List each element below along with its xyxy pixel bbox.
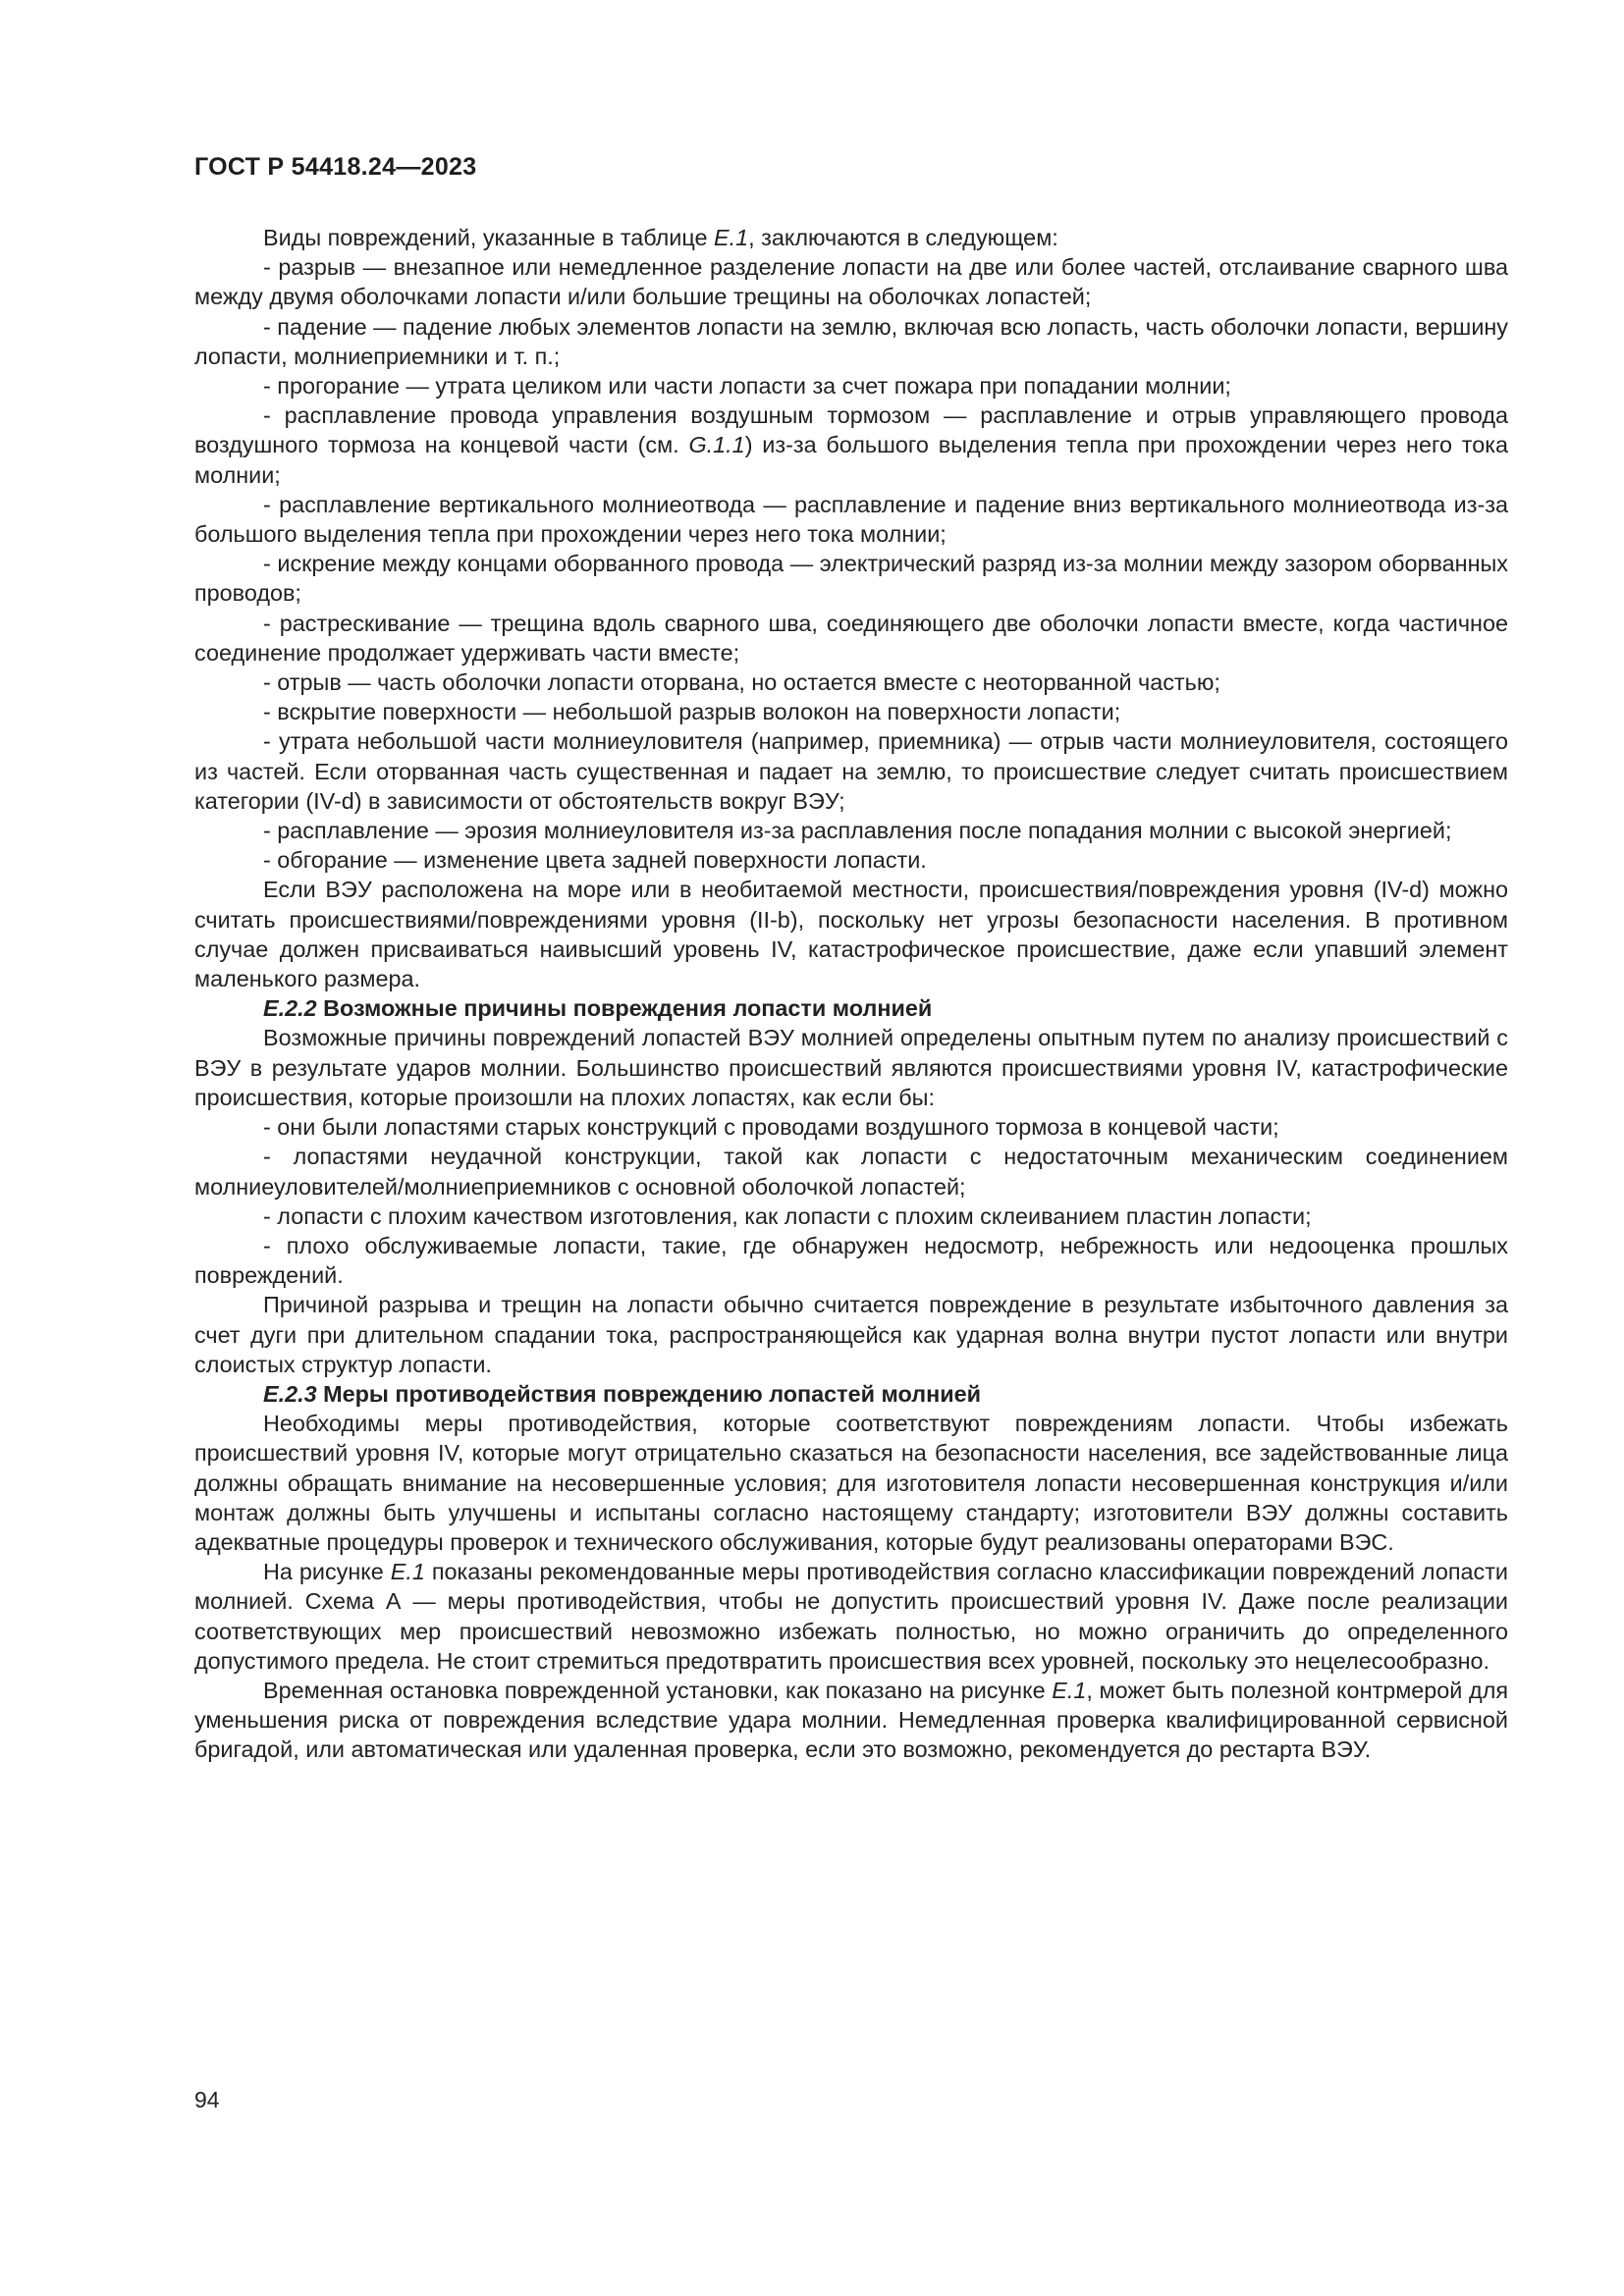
list-item-scorching: - обгорание — изменение цвета задней поверхности лопасти. xyxy=(263,847,927,874)
list-item-burnout: - прогорание — утрата целиком или части лопасти за счет пожара при попадании молнии; xyxy=(263,373,1231,400)
paragraph-damage-types-intro: Виды повреждений, указанные в таблице Е.1, заключаются в следующем: xyxy=(263,225,1058,250)
paragraph-offshore-note: Если ВЭУ расположена на море или в необитаемой местности, происшествия/повреждения уровня (IV-d) можно считать происшествиями/повреждениями уровня (II-b), поскольку нет угрозы безопасности населения. В противном случае должен присваиваться наивысший уровень IV, катастрофическое происшествие, даже если упавший элемент маленького размера. xyxy=(194,877,1508,992)
document-body xyxy=(194,223,1508,1765)
list-item-poor-manufacturing: - лопасти с плохим качеством изготовления, как лопасти с плохим склеиванием пластин лопасти; xyxy=(263,1202,1312,1229)
paragraph-rupture-cause: Причиной разрыва и трещин на лопасти обычно считается повреждение в результате избыточного давления за счет дуги при длительном спадании тока, распространяющейся как ударная волна внутри пустот лопасти или внутри слоистых структур лопасти. xyxy=(194,1292,1508,1377)
paragraph-temporary-shutdown: Временная остановка поврежденной установки, как показано на рисунке Е.1, может быть полезной контрмерой для уменьшения риска от повреждения вследствие удара молнии. Немедленная проверка квалифицированной сервисной бригадой, или автоматическая или удаленная проверка, если это возможно, рекомендуется до рестарта ВЭУ. xyxy=(194,1677,1509,1763)
list-item-old-designs: - они были лопастями старых конструкций с проводами воздушного тормоза в концевой части; xyxy=(263,1114,1279,1141)
list-item-tearing: - отрыв — часть оболочки лопасти оторвана, но остается вместе с неоторванной частью; xyxy=(263,669,1220,696)
list-item-wire-melting: - расплавление провода управления воздушным тормозом — расплавление и отрыв управляющего провода воздушного тормоза на концевой части (см. G.1.1) из-за большого выделения тепла при прохождении через него тока молнии; xyxy=(194,402,1508,488)
list-item-receptor-loss: - утрата небольшой части молниеуловителя (например, приемника) — отрыв части молниеуловителя, состоящего из частей. Если оторванная часть существенная и падает на землю, то происшествие следует считать происшествием категории (IV-d) в зависимости от обстоятельств вокруг ВЭУ; xyxy=(194,728,1508,814)
section-heading-e22 xyxy=(194,993,1508,1023)
section-heading-e23 xyxy=(194,1379,1508,1409)
clause-reference: G.1.1 xyxy=(688,432,745,458)
figure-reference: Е.1 xyxy=(390,1559,425,1585)
section-number: Е.2.3 xyxy=(263,1380,317,1407)
document-header: ГОСТ Р 54418.24—2023 xyxy=(194,153,477,181)
paragraph-figure-reference: На рисунке Е.1 показаны рекомендованные меры противодействия согласно классификации повреждений лопасти молнией. Схема А — меры противодействия, чтобы не допустить происшествий уровня IV. Даже после реализации соответствующих мер происшествий невозможно избежать полностью, но можно ограничить до определенного допустимого предела. Не стоит стремиться предотвратить происшествия всех уровней, поскольку это нецелесообразно. xyxy=(194,1559,1508,1674)
list-item-poor-maintenance: - плохо обслуживаемые лопасти, такие, где обнаружен недосмотр, небрежность или недооценка прошлых повреждений. xyxy=(194,1232,1508,1289)
list-item-melting: - расплавление — эрозия молниеуловителя из-за расплавления после попадания молнии с высокой энергией; xyxy=(263,818,1452,844)
list-item-surface-opening: - вскрытие поверхности — небольшой разрыв волокон на поверхности лопасти; xyxy=(263,699,1121,725)
paragraph-causes-intro: Возможные причины повреждений лопастей ВЭУ молнией определены опытным путем по анализу происшествий с ВЭУ в результате ударов молнии. Большинство происшествий являются происшествиями уровня IV, катастрофические происшествия, которые произошли на плохих лопастях, как если бы: xyxy=(194,1025,1508,1110)
list-item-falling: - падение — падение любых элементов лопасти на землю, включая всю лопасть, часть оболочки лопасти, вершину лопасти, молниеприемники и т. п.; xyxy=(194,313,1508,369)
paragraph-countermeasures: Необходимы меры противодействия, которые соответствуют повреждениям лопасти. Чтобы избежать происшествий уровня IV, которые могут отрицательно сказаться на безопасности населения, все задействованные лица должны обращать внимание на несовершенные условия; для изготовителя лопасти несовершенная конструкция и/или монтаж должны быть улучшены и испытаны согласно настоящему стандарту; изготовители ВЭУ должны составить адекватные процедуры проверок и технического обслуживания, которые будут реализованы операторами ВЭС. xyxy=(194,1411,1508,1555)
list-item-poor-design: - лопастями неудачной конструкции, такой как лопасти с недостаточным механическим соединением молниеуловителей/молниеприемников с основной оболочкой лопастей; xyxy=(194,1144,1508,1200)
section-title: Возможные причины повреждения лопасти молнией xyxy=(316,995,933,1022)
list-item-down-conductor-melting: - расплавление вертикального молниеотвода — расплавление и падение вниз вертикального молниеотвода из-за большого выделения тепла при прохождении через него тока молнии; xyxy=(194,491,1508,548)
list-item-sparking: - искрение между концами оборванного провода — электрический разряд из-за молнии между зазором оборванных проводов; xyxy=(194,551,1508,607)
figure-reference: Е.1 xyxy=(1052,1677,1087,1703)
list-item-rupture: - разрыв — внезапное или немедленное разделение лопасти на две или более частей, отслаивание сварного шва между двумя оболочками лопасти и/или большие трещины на оболочках лопастей; xyxy=(194,254,1508,310)
section-number: Е.2.2 xyxy=(263,995,317,1022)
list-item-cracking: - растрескивание — трещина вдоль сварного шва, соединяющего две оболочки лопасти вместе, когда частичное соединение продолжает удерживать части вместе; xyxy=(194,610,1508,666)
table-reference: Е.1 xyxy=(714,225,749,250)
section-title: Меры противодействия повреждению лопастей молнией xyxy=(316,1380,981,1407)
page-number: 94 xyxy=(194,2087,220,2112)
